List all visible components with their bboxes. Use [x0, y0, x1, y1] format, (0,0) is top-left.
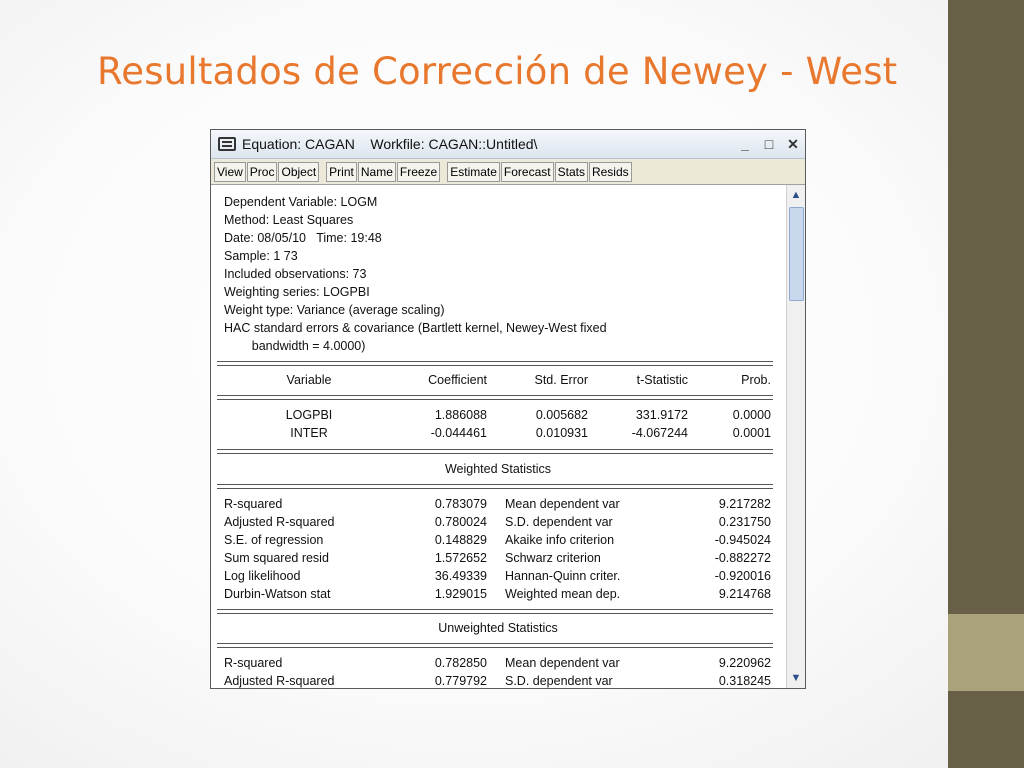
up-arrow-icon[interactable]: ▲	[790, 189, 802, 201]
forecast-button[interactable]: Forecast	[501, 162, 554, 182]
coef-t-statistic: 331.9172	[635, 408, 688, 422]
stat-value: 0.782850	[434, 656, 487, 670]
stat-label: Log likelihood	[224, 569, 301, 583]
coef-std-error: 0.010931	[535, 426, 588, 440]
stat-label: Mean dependent var	[505, 497, 620, 511]
resids-button[interactable]: Resids	[589, 162, 632, 182]
col-header-variable: Variable	[286, 373, 332, 387]
view-button[interactable]: View	[214, 162, 246, 182]
vertical-scrollbar[interactable]	[786, 185, 805, 688]
estimate-button[interactable]: Estimate	[447, 162, 500, 182]
header-line: Sample: 1 73	[224, 249, 298, 263]
coef-prob: 0.0000	[732, 408, 771, 422]
stat-label: Adjusted R-squared	[224, 515, 335, 529]
stat-label: S.E. of regression	[224, 533, 324, 547]
stat-label: R-squared	[224, 497, 283, 511]
col-header-coefficient: Coefficient	[428, 373, 487, 387]
stat-value: 1.929015	[434, 587, 487, 601]
output-area	[211, 185, 785, 688]
header-line: Included observations: 73	[224, 267, 367, 281]
stat-value: 0.318245	[718, 674, 771, 688]
stat-label: S.D. dependent var	[505, 674, 613, 688]
stat-label: Akaike info criterion	[505, 533, 615, 547]
unweighted-stats-title: Unweighted Statistics	[438, 621, 558, 635]
stat-value: 1.572652	[434, 551, 487, 565]
stat-label: Schwarz criterion	[505, 551, 601, 565]
weighted-stats-title: Weighted Statistics	[444, 462, 552, 476]
stat-value: 9.217282	[718, 497, 771, 511]
maximize-button[interactable]: □	[764, 136, 774, 152]
window-menu-icon[interactable]	[218, 137, 236, 151]
coef-variable: LOGPBI	[285, 408, 333, 422]
stat-label: S.D. dependent var	[505, 515, 613, 529]
toolbar	[211, 159, 805, 185]
coef-value: 1.886088	[434, 408, 487, 422]
slide-title: Resultados de Corrección de Newey - West	[97, 50, 898, 93]
coef-std-error: 0.005682	[535, 408, 588, 422]
divider	[217, 395, 773, 400]
down-arrow-icon[interactable]: ▼	[790, 672, 802, 684]
divider	[217, 361, 773, 366]
coef-prob: 0.0001	[732, 426, 771, 440]
stat-value: 0.783079	[434, 497, 487, 511]
header-line: Weighting series: LOGPBI	[224, 285, 370, 299]
stat-value: 0.779792	[434, 674, 487, 688]
scrollbar-thumb[interactable]	[789, 207, 804, 301]
stat-value: 0.148829	[434, 533, 487, 547]
coef-variable: INTER	[290, 426, 328, 440]
divider	[217, 449, 773, 454]
header-line: bandwidth = 4.0000)	[224, 339, 366, 353]
stat-value: 0.780024	[434, 515, 487, 529]
equation-window	[210, 129, 806, 689]
stat-value: 9.220962	[718, 656, 771, 670]
stat-value: 36.49339	[434, 569, 487, 583]
divider	[217, 484, 773, 489]
col-header-t-statistic: t-Statistic	[636, 373, 688, 387]
stat-value: -0.882272	[714, 551, 771, 565]
window-titlebar[interactable]	[211, 130, 805, 159]
stat-label: Hannan-Quinn criter.	[505, 569, 621, 583]
stat-value: -0.945024	[714, 533, 771, 547]
freeze-button[interactable]: Freeze	[397, 162, 440, 182]
stat-label: Durbin-Watson stat	[224, 587, 331, 601]
col-header-prob: Prob.	[741, 373, 771, 387]
proc-button[interactable]: Proc	[247, 162, 278, 182]
coef-value: -0.044461	[430, 426, 487, 440]
stat-value: -0.920016	[714, 569, 771, 583]
header-line: Method: Least Squares	[224, 213, 354, 227]
close-button[interactable]: ✕	[787, 135, 799, 152]
stat-label: Adjusted R-squared	[224, 674, 335, 688]
stat-value: 0.231750	[718, 515, 771, 529]
header-line: Weight type: Variance (average scaling)	[224, 303, 445, 317]
side-decor-accent	[948, 614, 1024, 691]
stat-label: Weighted mean dep.	[505, 587, 621, 601]
object-button[interactable]: Object	[278, 162, 319, 182]
col-header-std-error: Std. Error	[534, 373, 588, 387]
header-line: Dependent Variable: LOGM	[224, 195, 378, 209]
minimize-button[interactable]: _	[741, 136, 749, 152]
stat-label: Mean dependent var	[505, 656, 620, 670]
stat-value: 9.214768	[718, 587, 771, 601]
window-title: Equation: CAGAN Workfile: CAGAN::Untitled\	[242, 136, 538, 152]
stats-button[interactable]: Stats	[555, 162, 588, 182]
header-line: Date: 08/05/10 Time: 19:48	[224, 231, 382, 245]
stat-label: R-squared	[224, 656, 283, 670]
divider	[217, 609, 773, 614]
name-button[interactable]: Name	[358, 162, 396, 182]
coef-t-statistic: -4.067244	[631, 426, 688, 440]
stat-label: Sum squared resid	[224, 551, 329, 565]
header-line: HAC standard errors & covariance (Bartlett kernel, Newey-West fixed	[224, 321, 607, 335]
divider	[217, 643, 773, 648]
print-button[interactable]: Print	[326, 162, 357, 182]
